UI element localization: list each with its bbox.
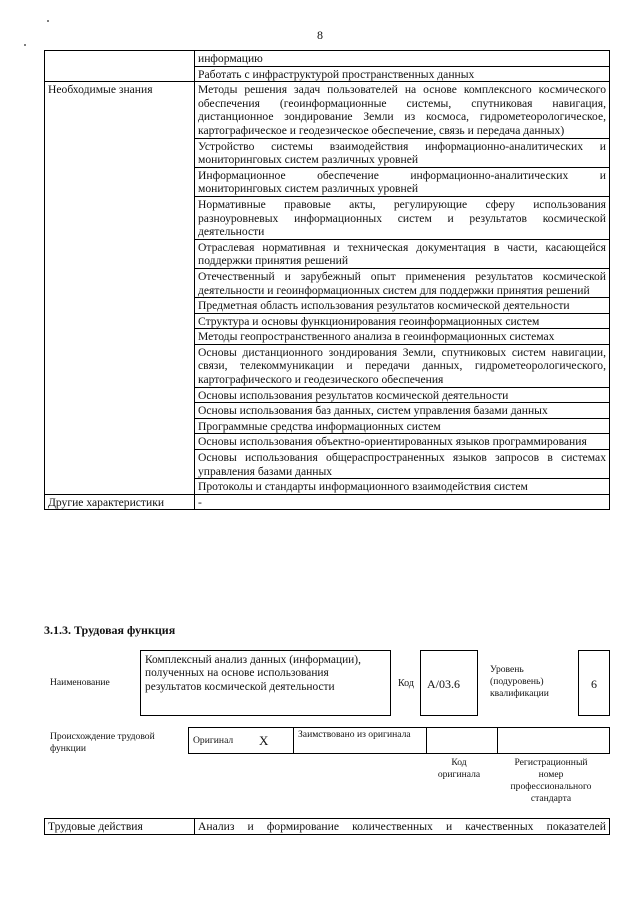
knowledge-item: Основы использования результатов космической деятельности [195, 387, 610, 403]
original-code-caption [428, 757, 490, 781]
function-name-value: Комплексный анализ данных (информации), полученных на основе использования результатов космической деятельности [140, 650, 391, 716]
function-code-value: А/03.6 [420, 650, 478, 716]
page-number: 8 [317, 28, 323, 42]
borrowed-label: Заимствовано из оригинала [294, 728, 427, 754]
knowledge-item: Структура и основы функционирования геоинформационных систем [195, 313, 610, 329]
skill-item: информацию [195, 51, 610, 67]
caption-line: Код [451, 757, 467, 768]
knowledge-item: Основы использования общераспространенных языков запросов в системах управления базами данных [195, 450, 610, 479]
origin-label-text: Происхождение трудовой функции [50, 731, 155, 754]
knowledge-item: Основы дистанционного зондирования Земли, спутниковых систем навигации, связи, телекоммуникации и передачи данных, гидрометеорологического, картографического и геодезического обеспечения [195, 344, 610, 387]
labor-actions-table [44, 818, 610, 835]
origin-label [50, 731, 180, 755]
skills-label-cell [45, 51, 195, 82]
scan-speck [47, 20, 49, 22]
labor-action-item: Анализ и формирование количественных и качественных показателей [195, 819, 610, 835]
knowledge-item: Протоколы и стандарты информационного взаимодействия систем [195, 479, 610, 495]
original-mark: X [255, 728, 294, 754]
knowledge-item: Методы геопространственного анализа в геоинформационных системах [195, 329, 610, 345]
scan-speck [24, 44, 26, 46]
knowledge-item: Основы использования баз данных, систем управления базами данных [195, 403, 610, 419]
original-code-cell [427, 728, 498, 754]
knowledge-item: Информационное обеспечение информационно-аналитических и мониторинговых систем различных уровней [195, 167, 610, 196]
knowledge-item: Отраслевая нормативная и техническая документация в части, касающейся поддержки принятия решений [195, 239, 610, 268]
other-characteristics-value: - [195, 494, 610, 510]
level-label-line: квалификации [490, 688, 549, 699]
registration-number-caption [492, 757, 610, 805]
caption-line: номер [538, 769, 564, 780]
caption-line: Регистрационный [514, 757, 588, 768]
knowledge-item: Предметная область использования результатов космической деятельности [195, 298, 610, 314]
knowledge-table [44, 50, 610, 510]
original-label: Оригинал [189, 728, 256, 754]
other-characteristics-label: Другие характеристики [45, 494, 195, 510]
level-label-line: Уровень [490, 664, 524, 675]
knowledge-item: Методы решения задач пользователей на основе комплексного космического обеспечения (геоинформационные системы, спутниковая навигация, дистанционное зондирование Земли из космоса, гидрометеорологическое, картографическое и геодезическое обеспечение, связь и передача данных) [195, 82, 610, 138]
caption-line: стандарта [530, 793, 572, 804]
knowledge-item: Отечественный и зарубежный опыт применения результатов космической деятельности и геоинформационных систем для поддержки принятия решений [195, 268, 610, 297]
qualification-level-label [490, 664, 549, 700]
section-title: 3.1.3. Трудовая функция [44, 623, 176, 637]
labor-actions-label: Трудовые действия [45, 819, 195, 835]
caption-line: оригинала [437, 769, 481, 780]
skill-item: Работать с инфраструктурой пространственных данных [195, 66, 610, 82]
function-code-label: Код [398, 678, 414, 689]
caption-line: профессионального [510, 781, 592, 792]
knowledge-item: Основы использования объектно-ориентированных языков программирования [195, 434, 610, 450]
function-name-label: Наименование [50, 677, 110, 688]
origin-table [188, 727, 610, 754]
required-knowledge-label: Необходимые знания [45, 82, 195, 495]
knowledge-item: Нормативные правовые акты, регулирующие сферу использования разноуровневых информационных систем и результатов космической деятельности [195, 196, 610, 239]
knowledge-item: Устройство системы взаимодействия информационно-аналитических и мониторинговых систем различных уровней [195, 138, 610, 167]
knowledge-item: Программные средства информационных систем [195, 418, 610, 434]
qualification-level-value: 6 [578, 650, 610, 716]
level-label-line: (подуровень) [490, 676, 544, 687]
registration-number-cell [498, 728, 610, 754]
